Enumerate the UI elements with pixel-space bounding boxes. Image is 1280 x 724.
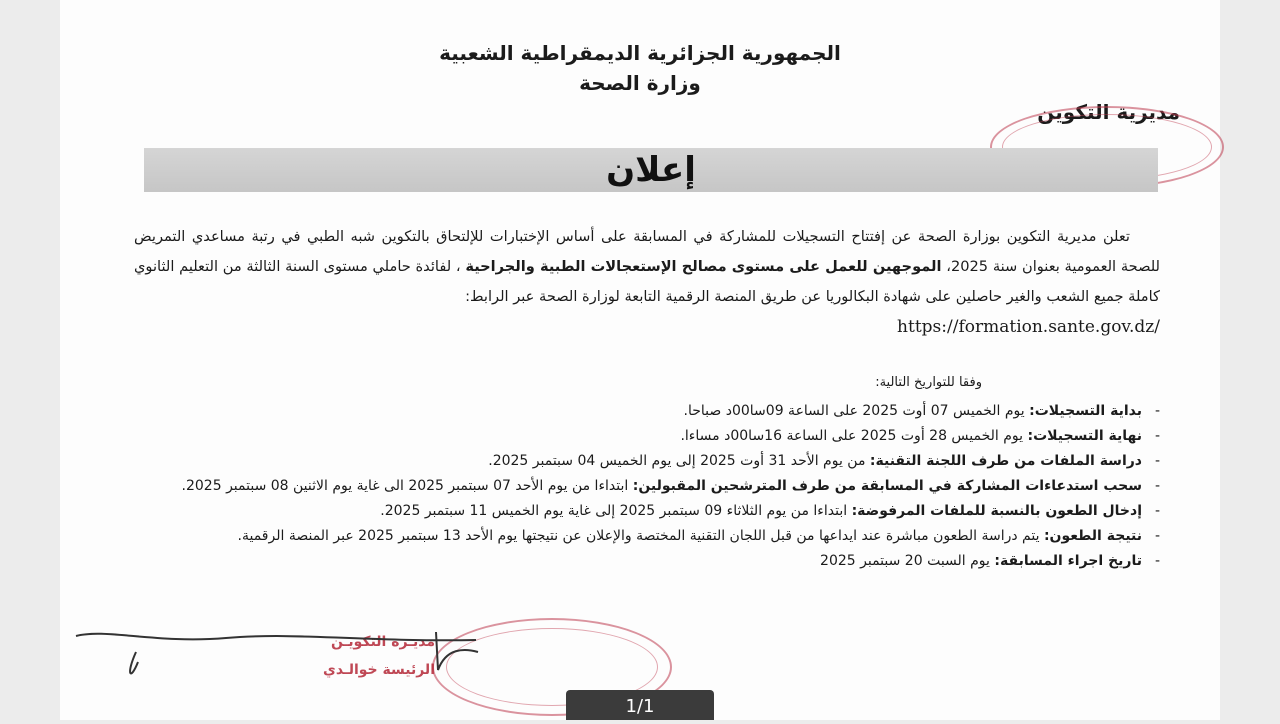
announcement-banner [144, 148, 1158, 192]
date-text: ابتداءا من يوم الأحد 07 سبتمبر 2025 الى غاية يوم الاثنين 08 سبتمبر 2025. [181, 478, 629, 494]
date-text: من يوم الأحد 31 أوت 2025 إلى يوم الخميس 04 سبتمبر 2025. [488, 453, 866, 469]
date-label: بداية التسجيلات: [1029, 403, 1142, 419]
date-text: يوم الخميس 28 أوت 2025 على الساعة 16سا00د مساءا. [680, 428, 1024, 444]
paragraph-bold-part: الموجهين للعمل على مستوى مصالح الإستعجالات الطبية والجراحية [465, 258, 942, 275]
date-label: نتيجة الطعون: [1043, 528, 1142, 544]
date-item [134, 500, 1142, 523]
url-line [134, 312, 1160, 343]
paragraph-part-2: ، لفائدة حاملي مستوى السنة الثالثة من التعليم الثانوي كاملة جميع الشعب والغير حاصلين على شهادة البكالوريا عن طريق المنصة الرقمية التابعة لوزارة الصحة عبر الرابط: [134, 258, 1160, 305]
date-text: يوم الخميس 07 أوت 2025 على الساعة 09سا00د صباحا. [683, 403, 1025, 419]
dates-intro: وفقا للتواريخ التالية: [875, 375, 982, 390]
registration-url[interactable]: https://formation.sante.gov.dz/ [897, 317, 1160, 337]
paragraph-part-1: تعلن مديرية التكوين بوزارة الصحة عن إفتتاح التسجيلات للمشاركة في المسابقة على أساس الإختبارات للإلتحاق بالتكوين شبه الطبي في رتبة مساعدي التمريض للصحة العمومية بعنوان سنة 2025، [134, 228, 1161, 275]
date-label: نهاية التسجيلات: [1027, 428, 1142, 444]
date-text: يتم دراسة الطعون مباشرة عند ايداعها من قبل اللجان التقنية المختصة والإعلان عن نتيجتها يوم الأحد 13 سبتمبر 2025 عبر المنصة الرقمية. [237, 528, 1040, 544]
department-name: مديرية التكوين [1037, 100, 1180, 124]
announcement-body [134, 222, 1160, 343]
signature-name: الرئيسة خوالـدي [323, 662, 435, 678]
date-label: دراسة الملفات من طرف اللجنة التقنية: [869, 453, 1142, 469]
date-label: سحب استدعاءات المشاركة في المسابقة من طرف المترشحين المقبولين: [632, 478, 1142, 494]
date-item [134, 400, 1142, 423]
date-item [134, 525, 1142, 548]
signature-title: مديـرة التكويـن [331, 634, 435, 650]
date-text: يوم السبت 20 سبتمبر 2025 [820, 553, 990, 569]
date-label: تاريخ اجراء المسابقة: [994, 553, 1142, 569]
announcement-title: إعلان [606, 150, 696, 190]
ministry-title: وزارة الصحة [579, 71, 701, 95]
handwritten-signature [66, 622, 486, 682]
document-page [60, 0, 1220, 720]
date-label: إدخال الطعون بالنسبة للملفات المرفوضة: [851, 503, 1142, 519]
dates-list [134, 400, 1160, 575]
date-item [134, 475, 1142, 498]
date-item [134, 425, 1142, 448]
announcement-paragraph [134, 222, 1160, 312]
document-header [60, 38, 1220, 98]
page-indicator: 1/1 [566, 690, 714, 720]
date-text: ابتداءا من يوم الثلاثاء 09 سبتمبر 2025 إلى غاية يوم الخميس 11 سبتمبر 2025. [380, 503, 848, 519]
date-item [134, 550, 1142, 573]
republic-title: الجمهورية الجزائرية الديمقراطية الشعبية [439, 41, 841, 65]
date-item [134, 450, 1142, 473]
